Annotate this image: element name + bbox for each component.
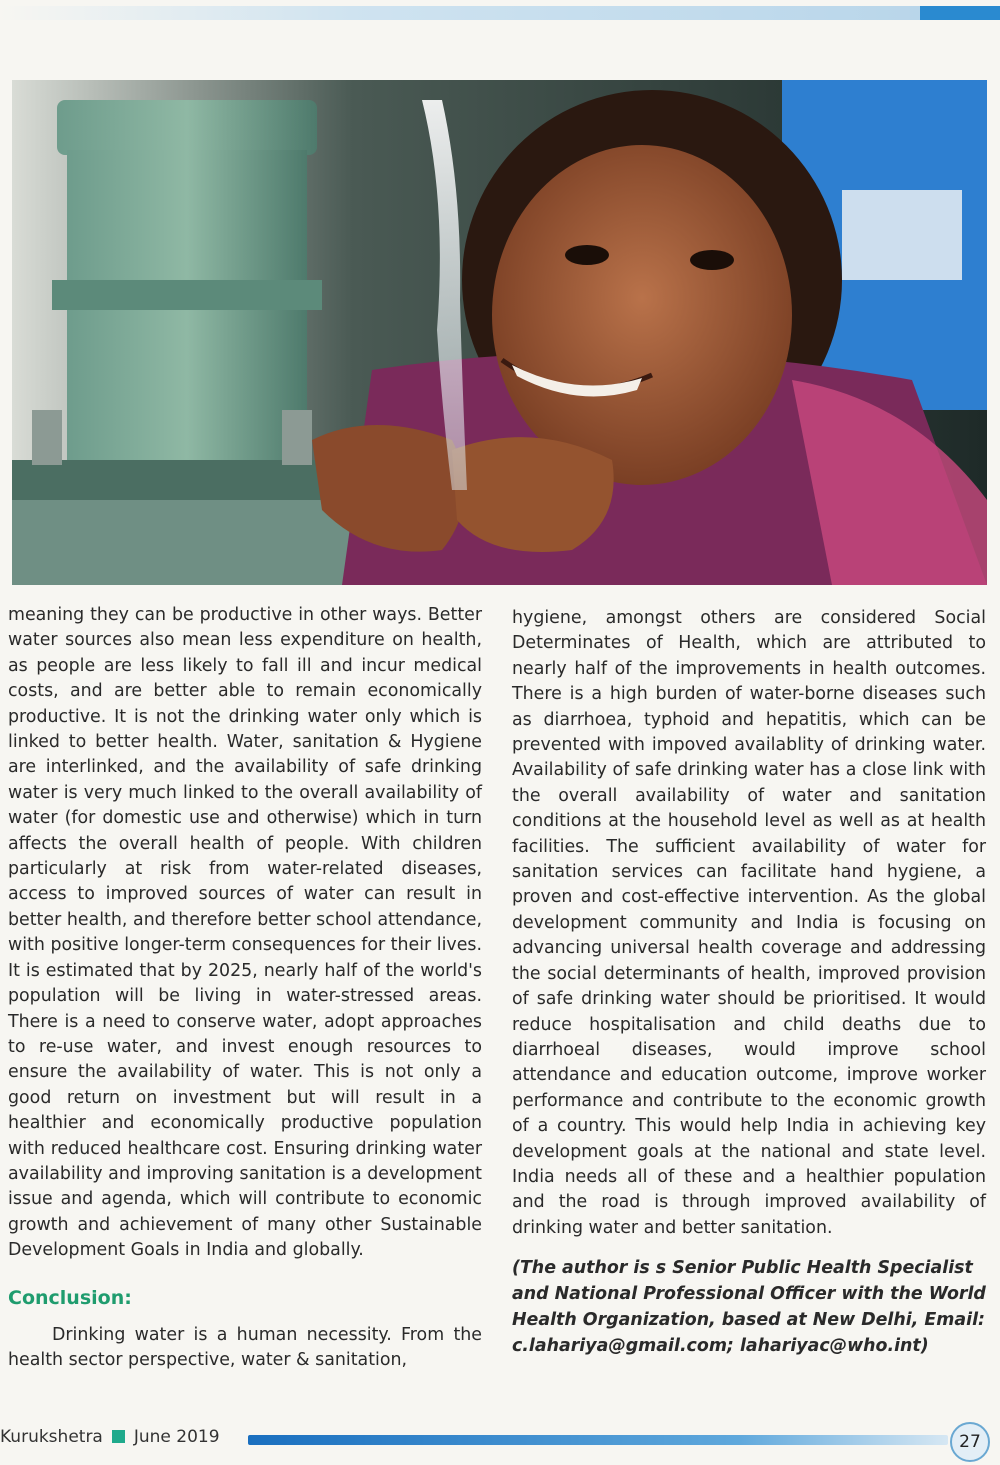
conclusion-paragraph: Drinking water is a human necessity. From the health sector perspective, water & sanitation, (8, 1324, 482, 1371)
author-note: (The author is s Senior Public Health Specialist and National Professional Officer with the World Health Organization, based at New Delhi, Email: c.lahariya@gmail.com; lahariyac@who.int) (512, 1258, 986, 1357)
right-column (512, 606, 986, 1359)
magazine-name: Kurukshetra (0, 1427, 103, 1447)
right-paragraph: hygiene, amongst others are considered Social Determinates of Health, which are attributed to nearly half of the improvements in health outcomes. There is a high burden of water-borne diseases such as diarrhoea, typhoid and hepatitis, which can be prevented with impoved availablity of drinking water. Availability of safe drinking water has a close link with the overall availability of water and sanitation conditions at the household level as well as at health facilities. The sufficient availability of water for sanitation services can facilitate hand hygiene, a proven and cost-effective intervention. As the global development community and India is focusing on advancing universal health coverage and addressing the social determinants of health, improved provision of safe drinking water should be prioritised. It would reduce hospitalisation and child deaths due to diarrhoeal diseases, would improve school attendance and education outcome, improve worker performance and contribute to the economic growth of a country. This would help India in achieving key development goals at the national and state level. India needs all of these and a healthier population and the road is through improved availability of drinking water and better sanitation. (512, 608, 986, 1238)
page-number: 27 (950, 1422, 990, 1462)
page-footer (0, 1418, 1000, 1462)
left-column (8, 603, 482, 1374)
conclusion-heading: Conclusion: (8, 1286, 132, 1309)
footer-square-icon (112, 1430, 125, 1443)
article-photo (12, 80, 987, 585)
issue-date: June 2019 (133, 1427, 220, 1447)
footer-rule (248, 1435, 948, 1445)
left-paragraph: meaning they can be productive in other ways. Better water sources also mean less expenditure on health, as people are less likely to fall ill and incur medical costs, and are better able to remain economically productive. It is not the drinking water only which is linked to better health. Water, sanitation & Hygiene are interlinked, and the availability of safe drinking water is very much linked to the overall availability of water (for domestic use and otherwise) which in turn affects the overall health of people. With children particularly at risk from water-related diseases, access to improved sources of water can result in better health, and therefore better school attendance, with positive longer-term consequences for their lives. It is estimated that by 2025, nearly half of the world's population will be living in water-stressed areas. There is a need to conserve water, adopt approaches to re-use water, and invest enough resources to ensure the availability of water. This is not only a good return on investment but will result in a healthier and economically productive population with reduced healthcare cost. Ensuring drinking water availability and improving sanitation is a development issue and agenda, which will contribute to economic growth and achievement of many other Sustainable Development Goals in India and globally. (8, 605, 482, 1261)
footer-brand (0, 1427, 220, 1447)
top-accent-bar (0, 6, 1000, 20)
